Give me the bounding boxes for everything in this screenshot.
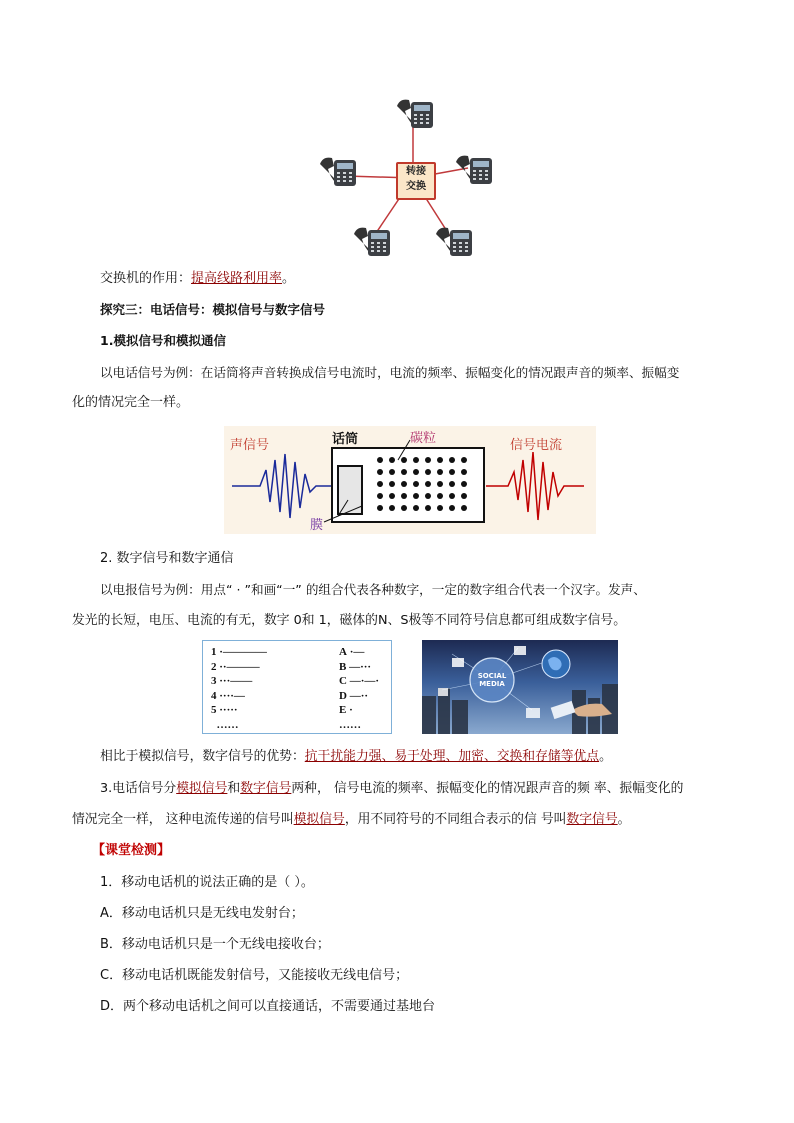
summary-text: 和 — [227, 781, 241, 796]
morse-row: …… — [339, 718, 361, 731]
summary-text: 两种， 信号电流的频率、振幅变化的情况跟声音的频 率、振幅变化的 — [291, 781, 684, 796]
question-option-a: A．移动电话机只是无线电发射台； — [100, 906, 304, 921]
summary-answer-analog: 模拟信号 — [176, 781, 228, 796]
advantage-suffix: 。 — [599, 749, 612, 764]
para1-line2: 化的情况完全一样。 — [72, 395, 190, 410]
question-option-d: D．两个移动电话机之间可以直接通话，不需要通过基地台 — [100, 999, 436, 1014]
advantage-answer: 抗干扰能力强、易于处理、加密、交换和存储等优点 — [304, 749, 600, 764]
morse-row: 4 ····— — [211, 689, 245, 702]
sub1-title: 1.模拟信号和模拟通信 — [100, 333, 226, 348]
city-network-illustration — [422, 640, 618, 734]
microphone-figure — [224, 426, 596, 534]
question-stem: 1．移动电话机的说法正确的是（ ）。 — [100, 875, 314, 890]
morse-row: 3 ···—— — [211, 675, 253, 687]
para1-line1: 以电话信号为例：在话筒将声音转换成信号电流时，电流的频率、振幅变化的情况跟声音的频率、振幅变 — [100, 365, 680, 380]
phone-icon — [434, 224, 474, 258]
section3-title: 探究三：电话信号：模拟信号与数字信号 — [100, 302, 326, 317]
summary-line1 — [100, 780, 734, 798]
switch-purpose — [100, 270, 734, 288]
label-signal-current: 信号电流 — [510, 438, 563, 453]
switch-purpose-suffix: 。 — [282, 271, 296, 286]
question-option-b: B．移动电话机只是一个无线电接收台； — [100, 937, 330, 952]
label-membrane: 膜 — [310, 518, 324, 533]
switch-label-2: 交换 — [406, 181, 426, 192]
summary-answer-analog: 模拟信号 — [293, 812, 345, 827]
advantage-line — [100, 748, 734, 766]
label-sound-signal: 声信号 — [230, 438, 270, 453]
label-carbon-grain: 碳粒 — [410, 431, 437, 446]
summary-text: 3.电话信号分 — [100, 781, 177, 796]
summary-text: 。 — [617, 812, 631, 827]
morse-row: A ·— — [339, 646, 365, 658]
morse-row: E · — [339, 704, 353, 716]
label-microphone: 话筒 — [332, 432, 359, 447]
morse-row: B —··· — [339, 660, 372, 673]
morse-left-column — [211, 645, 267, 732]
morse-row: 2 ··——— — [211, 660, 260, 673]
switch-diagram — [318, 96, 494, 262]
phone-icon — [352, 224, 392, 258]
phone-icon — [395, 96, 435, 130]
morse-row: C —·—· — [339, 675, 380, 687]
advantage-prefix: 相比于模拟信号，数字信号的优势： — [100, 749, 305, 764]
social-media-label: SOCIAL MEDIA — [477, 672, 507, 688]
morse-row: …… — [216, 718, 239, 731]
para2-line1: 以电报信号为例：用点“ · ”和画“一” 的组合代表各种数字，一定的数字组合代表一个汉字。发声、 — [100, 582, 646, 597]
class-check-title: 【课堂检测】 — [92, 843, 171, 858]
summary-answer-digital: 数字信号 — [566, 812, 618, 827]
switch-label-1: 转接 — [406, 166, 426, 177]
morse-row: D —·· — [339, 689, 369, 702]
summary-line2 — [72, 811, 734, 829]
switch-purpose-prefix: 交换机的作用： — [100, 271, 192, 286]
social-media-photo — [422, 640, 618, 734]
summary-answer-digital: 数字信号 — [240, 781, 292, 796]
switch-purpose-answer: 提高线路利用率 — [191, 271, 283, 286]
phone-icon — [454, 152, 494, 186]
question-option-c: C．移动电话机既能发射信号，又能接收无线电信号； — [100, 968, 409, 983]
phone-icon — [318, 154, 358, 188]
sub2-title: 2. 数字信号和数字通信 — [100, 551, 234, 566]
morse-right-column — [339, 645, 379, 732]
switch-center-box — [396, 162, 436, 200]
morse-row: 5 ····· — [211, 704, 238, 716]
morse-code-table — [202, 640, 392, 734]
morse-row: 1 ·———— — [211, 646, 267, 658]
summary-text: ，用不同符号的不同组合表示的信 号叫 — [344, 812, 567, 827]
summary-text: 情况完全一样， 这种电流传递的信号叫 — [72, 812, 294, 827]
para2-line2: 发光的长短，电压、电流的有无，数字 0和 1，磁体的N、S极等不同符号信息都可组成数字信号。 — [72, 613, 626, 628]
